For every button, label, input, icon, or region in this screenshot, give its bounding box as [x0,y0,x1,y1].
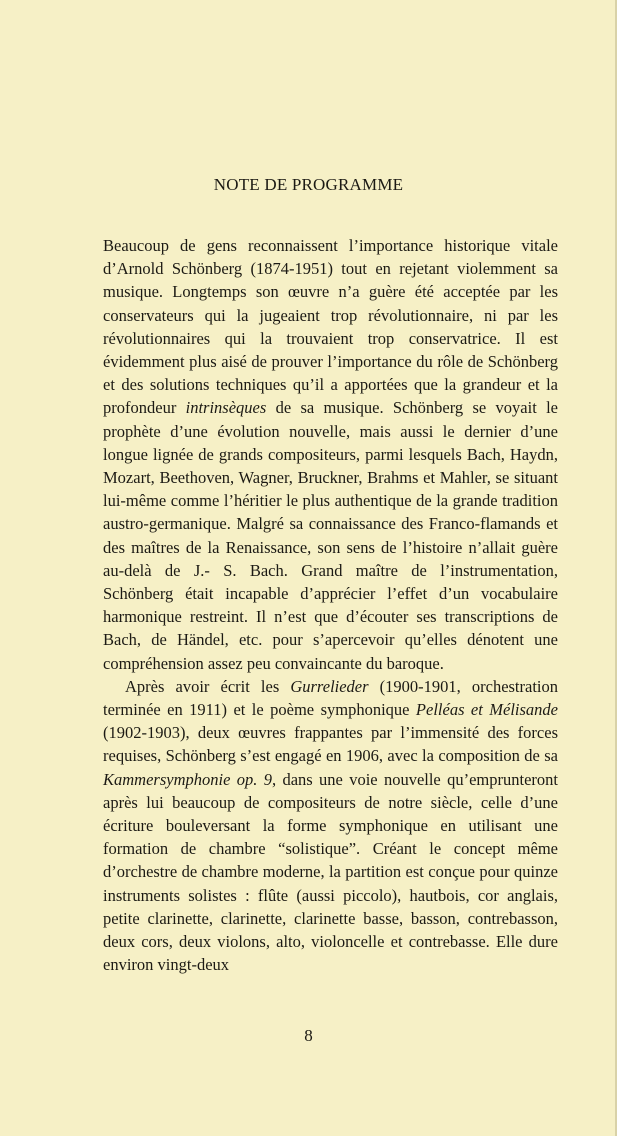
paragraph [103,234,558,675]
text-run: Après avoir écrit les [125,676,291,696]
page-title: NOTE DE PROGRAMME [213,175,404,194]
text-run: Beaucoup de gens reconnaissent l’importance historique vitale d’Arnold Schönberg (1874-1951) tout en rejetant violemment sa musique. Longtemps son œuvre n’a guère été acceptée par les conservateurs qui la jugeaient trop révolutionnaire, ni par les révolutionnaires qui la trouvaient trop conservatrice. Il est évidemment plus aisé de prouver l’importance du rôle de Schönberg et des solutions techniques qu’il a apportées que la grandeur et la profondeur [103,236,558,418]
italic-title: Pelléas et Mélisande [415,700,558,720]
italic-title: Gurrelieder [290,676,369,696]
italic-title: intrinsèques [185,398,267,418]
text-run: de sa musique. Schönberg se voyait le prophète d’une évolution nouvelle, mais aussi le dernier d’une longue lignée de grands compositeurs, parmi lesquels Bach, Haydn, Mozart, Beethoven, Wagner, Bruckner, Brahms et Mahler, se situant lui-même comme l’héritier le plus authentique de la grande tradition austro-germanique. Malgré sa connaissance des Franco-flamands et des maîtres de la Renaissance, son sens de l’histoire n’allait guère au-delà de J.- S. Bach. Grand maître de l’instrumentation, Schönberg était incapable d’apprécier l’effet d’un vocabulaire harmonique restreint. Il n’est que d’écouter ses transcriptions de Bach, de Händel, etc. pour s’apercevoir qu’elles dénotent une compréhension assez peu convaincante du baroque. [103,398,558,673]
body-text [103,234,558,977]
text-run: (1902-1903), deux œuvres frappantes par l’immensité des forces requises, Schönberg s’est engagé en 1906, avec la composition de sa [103,723,558,766]
text-run: , dans une voie nouvelle qu’emprunteront après lui beaucoup de compositeurs de notre siècle, celle d’une écriture bouleversant la forme symphonique en utilisant une formation de chambre “solistique”. Créant le concept même d’orchestre de chambre moderne, la partition est conçue pour quinze instruments solistes : flûte (aussi piccolo), hautbois, cor anglais, petite clarinette, clarinette, clarinette basse, basson, contrebasson, deux cors, deux violons, alto, violoncelle et contrebasse. Elle dure environ vingt-deux [103,769,558,975]
page-number: 8 [304,1026,313,1045]
paragraph [103,675,558,977]
text-run: (1900-1901, orchestration terminée en 1911) et le poème symphonique [103,676,559,720]
italic-title: Kammersymphonie op. 9 [103,769,272,789]
